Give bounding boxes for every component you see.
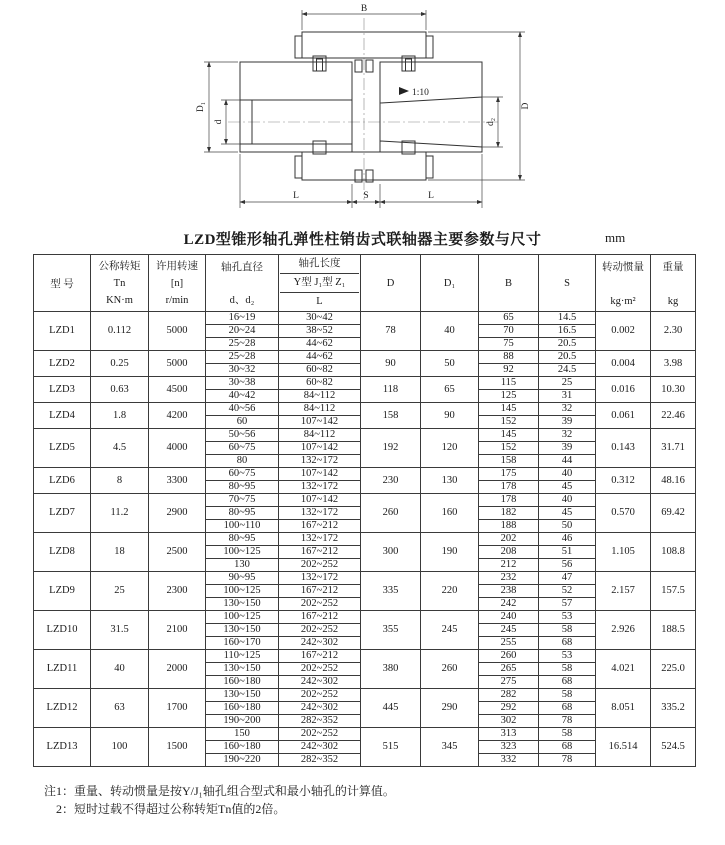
length-range-cell: 167~212 <box>279 611 361 624</box>
torque-cell: 25 <box>91 572 149 611</box>
model-cell: LZD6 <box>34 468 91 494</box>
header-B: B <box>479 255 539 312</box>
S-value-cell: 68 <box>539 676 596 689</box>
bore-range-cell: 160~180 <box>206 676 279 689</box>
speed-cell: 2300 <box>149 572 206 611</box>
length-range-cell: 132~172 <box>279 572 361 585</box>
header-inertia-line2: kg·m² <box>610 296 636 307</box>
dia-D1-cell: 120 <box>421 429 479 468</box>
coupling-section-drawing <box>0 0 725 222</box>
bore-range-cell: 40~56 <box>206 403 279 416</box>
length-range-cell: 132~172 <box>279 481 361 494</box>
B-value-cell: 302 <box>479 715 539 728</box>
bore-range-cell: 70~75 <box>206 494 279 507</box>
header-bore-line2: d、d₂ <box>229 295 255 306</box>
inertia-cell: 1.105 <box>596 533 651 572</box>
bore-range-cell: 110~125 <box>206 650 279 663</box>
table-row <box>34 689 696 702</box>
dia-D-cell: 260 <box>361 494 421 533</box>
length-range-cell: 84~112 <box>279 429 361 442</box>
speed-cell: 3300 <box>149 468 206 494</box>
dia-D1-cell: 40 <box>421 312 479 351</box>
header-speed-line1: 许用转速 <box>156 260 198 272</box>
model-cell: LZD9 <box>34 572 91 611</box>
S-value-cell: 32 <box>539 429 596 442</box>
S-value-cell: 44 <box>539 455 596 468</box>
dim-label-S: S <box>363 191 369 201</box>
header-length-title: 轴孔长度 <box>280 255 359 274</box>
page-title: LZD型锥形轴孔弹性柱销齿式联轴器主要参数与尺寸 <box>183 232 542 248</box>
inertia-cell: 16.514 <box>596 728 651 767</box>
B-value-cell: 75 <box>479 338 539 351</box>
bore-range-cell: 100~125 <box>206 585 279 598</box>
bore-range-cell: 20~24 <box>206 325 279 338</box>
header-torque-line1: 公称转矩 <box>98 260 141 272</box>
S-value-cell: 45 <box>539 481 596 494</box>
torque-cell: 40 <box>91 650 149 689</box>
header-weight <box>651 255 696 312</box>
length-range-cell: 167~212 <box>279 546 361 559</box>
B-value-cell: 182 <box>479 507 539 520</box>
dim-label-D: D <box>521 102 531 110</box>
B-value-cell: 242 <box>479 598 539 611</box>
dia-D1-cell: 190 <box>421 533 479 572</box>
B-value-cell: 88 <box>479 351 539 364</box>
length-range-cell: 132~172 <box>279 507 361 520</box>
speed-cell: 2900 <box>149 494 206 533</box>
bore-range-cell: 16~19 <box>206 312 279 325</box>
inertia-cell: 0.143 <box>596 429 651 468</box>
length-range-cell: 202~252 <box>279 663 361 676</box>
length-range-cell: 107~142 <box>279 494 361 507</box>
length-range-cell: 132~172 <box>279 455 361 468</box>
B-value-cell: 232 <box>479 572 539 585</box>
bore-range-cell: 130~150 <box>206 689 279 702</box>
dia-D-cell: 380 <box>361 650 421 689</box>
dia-D-cell: 445 <box>361 689 421 728</box>
table-row <box>34 351 696 364</box>
header-inertia-line1: 转动惯量 <box>602 262 644 273</box>
length-range-cell: 84~112 <box>279 390 361 403</box>
bore-range-cell: 130 <box>206 559 279 572</box>
model-cell: LZD1 <box>34 312 91 351</box>
header-D: D <box>361 255 421 312</box>
S-value-cell: 20.5 <box>539 351 596 364</box>
length-range-cell: 202~252 <box>279 559 361 572</box>
header-bore-line1: 轴孔直径 <box>221 262 263 273</box>
model-cell: LZD13 <box>34 728 91 767</box>
speed-cell: 2100 <box>149 611 206 650</box>
B-value-cell: 265 <box>479 663 539 676</box>
length-range-cell: 84~112 <box>279 403 361 416</box>
bore-range-cell: 160~180 <box>206 741 279 754</box>
B-value-cell: 65 <box>479 312 539 325</box>
bore-range-cell: 80 <box>206 455 279 468</box>
speed-cell: 4200 <box>149 403 206 429</box>
table-row <box>34 312 696 325</box>
weight-cell: 335.2 <box>651 689 696 728</box>
S-value-cell: 47 <box>539 572 596 585</box>
table-row <box>34 611 696 624</box>
speed-cell: 4000 <box>149 429 206 468</box>
weight-cell: 225.0 <box>651 650 696 689</box>
bore-range-cell: 100~125 <box>206 546 279 559</box>
S-value-cell: 40 <box>539 468 596 481</box>
S-value-cell: 46 <box>539 533 596 546</box>
weight-cell: 188.5 <box>651 611 696 650</box>
S-value-cell: 51 <box>539 546 596 559</box>
bore-range-cell: 160~170 <box>206 637 279 650</box>
header-length-types: Y型 J₁型 Z₁ <box>280 274 359 293</box>
B-value-cell: 145 <box>479 403 539 416</box>
header-speed-line3: r/min <box>165 294 189 306</box>
bore-range-cell: 50~56 <box>206 429 279 442</box>
weight-cell: 524.5 <box>651 728 696 767</box>
dim-label-L-right: L <box>428 191 434 201</box>
dia-D-cell: 78 <box>361 312 421 351</box>
torque-cell: 18 <box>91 533 149 572</box>
inertia-cell: 2.926 <box>596 611 651 650</box>
B-value-cell: 158 <box>479 455 539 468</box>
B-value-cell: 238 <box>479 585 539 598</box>
B-value-cell: 313 <box>479 728 539 741</box>
B-value-cell: 125 <box>479 390 539 403</box>
bore-range-cell: 100~125 <box>206 611 279 624</box>
B-value-cell: 282 <box>479 689 539 702</box>
length-range-cell: 202~252 <box>279 728 361 741</box>
S-value-cell: 52 <box>539 585 596 598</box>
header-row <box>34 255 696 312</box>
technical-drawing-area <box>0 0 725 222</box>
weight-cell: 157.5 <box>651 572 696 611</box>
model-cell: LZD10 <box>34 611 91 650</box>
inertia-cell: 2.157 <box>596 572 651 611</box>
model-cell: LZD8 <box>34 533 91 572</box>
model-cell: LZD7 <box>34 494 91 533</box>
S-value-cell: 68 <box>539 702 596 715</box>
weight-cell: 48.16 <box>651 468 696 494</box>
length-range-cell: 60~82 <box>279 377 361 390</box>
bore-range-cell: 40~42 <box>206 390 279 403</box>
S-value-cell: 68 <box>539 637 596 650</box>
inertia-cell: 4.021 <box>596 650 651 689</box>
length-range-cell: 202~252 <box>279 624 361 637</box>
S-value-cell: 40 <box>539 494 596 507</box>
parameters-table <box>33 254 696 767</box>
S-value-cell: 50 <box>539 520 596 533</box>
torque-cell: 0.25 <box>91 351 149 377</box>
bore-range-cell: 25~28 <box>206 351 279 364</box>
bore-range-cell: 190~200 <box>206 715 279 728</box>
B-value-cell: 178 <box>479 494 539 507</box>
length-range-cell: 167~212 <box>279 650 361 663</box>
bore-range-cell: 130~150 <box>206 663 279 676</box>
torque-cell: 0.112 <box>91 312 149 351</box>
weight-cell: 10.30 <box>651 377 696 403</box>
torque-cell: 0.63 <box>91 377 149 403</box>
speed-cell: 1500 <box>149 728 206 767</box>
length-range-cell: 107~142 <box>279 468 361 481</box>
header-length <box>279 255 361 312</box>
weight-cell: 31.71 <box>651 429 696 468</box>
bore-range-cell: 190~220 <box>206 754 279 767</box>
length-range-cell: 282~352 <box>279 715 361 728</box>
header-length-L: L <box>316 296 323 307</box>
dia-D1-cell: 90 <box>421 403 479 429</box>
speed-cell: 2000 <box>149 650 206 689</box>
header-weight-line2: kg <box>667 296 679 307</box>
inertia-cell: 0.016 <box>596 377 651 403</box>
table-row <box>34 429 696 442</box>
length-range-cell: 30~42 <box>279 312 361 325</box>
B-value-cell: 323 <box>479 741 539 754</box>
bore-range-cell: 160~180 <box>206 702 279 715</box>
inertia-cell: 0.570 <box>596 494 651 533</box>
model-cell: LZD2 <box>34 351 91 377</box>
table-row <box>34 533 696 546</box>
length-range-cell: 242~302 <box>279 676 361 689</box>
S-value-cell: 45 <box>539 507 596 520</box>
header-D1: D₁ <box>421 255 479 312</box>
S-value-cell: 58 <box>539 689 596 702</box>
B-value-cell: 152 <box>479 442 539 455</box>
table-row <box>34 572 696 585</box>
B-value-cell: 145 <box>479 429 539 442</box>
length-range-cell: 202~252 <box>279 689 361 702</box>
S-value-cell: 20.5 <box>539 338 596 351</box>
header-torque-line2: Tn <box>113 277 126 289</box>
weight-cell: 3.98 <box>651 351 696 377</box>
header-S: S <box>539 255 596 312</box>
inertia-cell: 0.002 <box>596 312 651 351</box>
B-value-cell: 255 <box>479 637 539 650</box>
S-value-cell: 58 <box>539 663 596 676</box>
B-value-cell: 332 <box>479 754 539 767</box>
notes <box>44 782 395 818</box>
S-value-cell: 78 <box>539 715 596 728</box>
dia-D-cell: 300 <box>361 533 421 572</box>
B-value-cell: 92 <box>479 364 539 377</box>
note-2: 2：短时过载不得超过公称转矩Tn值的2倍。 <box>56 802 286 816</box>
dim-label-d2: d₂ <box>486 117 496 127</box>
dia-D1-cell: 245 <box>421 611 479 650</box>
dia-D-cell: 515 <box>361 728 421 767</box>
length-range-cell: 202~252 <box>279 598 361 611</box>
torque-cell: 100 <box>91 728 149 767</box>
length-range-cell: 242~302 <box>279 741 361 754</box>
speed-cell: 5000 <box>149 312 206 351</box>
torque-cell: 8 <box>91 468 149 494</box>
model-cell: LZD3 <box>34 377 91 403</box>
inertia-cell: 0.004 <box>596 351 651 377</box>
dia-D-cell: 355 <box>361 611 421 650</box>
bore-range-cell: 80~95 <box>206 533 279 546</box>
header-inertia <box>596 255 651 312</box>
dim-label-d: d <box>214 119 224 125</box>
dia-D1-cell: 290 <box>421 689 479 728</box>
bore-range-cell: 130~150 <box>206 624 279 637</box>
dia-D1-cell: 345 <box>421 728 479 767</box>
length-range-cell: 38~52 <box>279 325 361 338</box>
dia-D-cell: 90 <box>361 351 421 377</box>
header-weight-line1: 重量 <box>662 262 684 273</box>
model-cell: LZD5 <box>34 429 91 468</box>
dia-D-cell: 158 <box>361 403 421 429</box>
dia-D-cell: 192 <box>361 429 421 468</box>
B-value-cell: 175 <box>479 468 539 481</box>
header-torque <box>91 255 149 312</box>
B-value-cell: 115 <box>479 377 539 390</box>
bore-range-cell: 80~95 <box>206 481 279 494</box>
torque-cell: 31.5 <box>91 611 149 650</box>
inertia-cell: 8.051 <box>596 689 651 728</box>
weight-cell: 108.8 <box>651 533 696 572</box>
speed-cell: 4500 <box>149 377 206 403</box>
S-value-cell: 56 <box>539 559 596 572</box>
length-range-cell: 60~82 <box>279 364 361 377</box>
length-range-cell: 107~142 <box>279 416 361 429</box>
model-cell: LZD11 <box>34 650 91 689</box>
S-value-cell: 39 <box>539 442 596 455</box>
length-range-cell: 282~352 <box>279 754 361 767</box>
dia-D1-cell: 130 <box>421 468 479 494</box>
length-range-cell: 132~172 <box>279 533 361 546</box>
S-value-cell: 32 <box>539 403 596 416</box>
table-row <box>34 403 696 416</box>
B-value-cell: 245 <box>479 624 539 637</box>
header-speed-line2: [n] <box>170 277 184 289</box>
bore-range-cell: 80~95 <box>206 507 279 520</box>
dia-D1-cell: 260 <box>421 650 479 689</box>
torque-cell: 4.5 <box>91 429 149 468</box>
B-value-cell: 178 <box>479 481 539 494</box>
S-value-cell: 53 <box>539 611 596 624</box>
length-range-cell: 44~62 <box>279 338 361 351</box>
length-range-cell: 44~62 <box>279 351 361 364</box>
table-row <box>34 650 696 663</box>
length-range-cell: 167~212 <box>279 520 361 533</box>
dia-D-cell: 118 <box>361 377 421 403</box>
header-speed <box>149 255 206 312</box>
S-value-cell: 39 <box>539 416 596 429</box>
bore-range-cell: 30~38 <box>206 377 279 390</box>
dim-label-B: B <box>360 4 368 14</box>
header-torque-line3: KN·m <box>106 294 133 306</box>
bore-range-cell: 100~110 <box>206 520 279 533</box>
bore-range-cell: 30~32 <box>206 364 279 377</box>
weight-cell: 2.30 <box>651 312 696 351</box>
bore-range-cell: 90~95 <box>206 572 279 585</box>
speed-cell: 2500 <box>149 533 206 572</box>
note-1: 注1：重量、转动惯量是按Y/J₁轴孔组合型式和最小轴孔的计算值。 <box>44 784 395 798</box>
torque-cell: 11.2 <box>91 494 149 533</box>
B-value-cell: 152 <box>479 416 539 429</box>
B-value-cell: 260 <box>479 650 539 663</box>
table-row <box>34 728 696 741</box>
length-range-cell: 242~302 <box>279 637 361 650</box>
header-bore <box>206 255 279 312</box>
weight-cell: 69.42 <box>651 494 696 533</box>
B-value-cell: 208 <box>479 546 539 559</box>
inertia-cell: 0.061 <box>596 403 651 429</box>
model-cell: LZD12 <box>34 689 91 728</box>
S-value-cell: 31 <box>539 390 596 403</box>
B-value-cell: 202 <box>479 533 539 546</box>
S-value-cell: 16.5 <box>539 325 596 338</box>
dia-D1-cell: 65 <box>421 377 479 403</box>
dim-label-L-left: L <box>293 191 299 201</box>
B-value-cell: 240 <box>479 611 539 624</box>
B-value-cell: 292 <box>479 702 539 715</box>
dia-D1-cell: 160 <box>421 494 479 533</box>
S-value-cell: 14.5 <box>539 312 596 325</box>
torque-cell: 1.8 <box>91 403 149 429</box>
S-value-cell: 78 <box>539 754 596 767</box>
S-value-cell: 58 <box>539 624 596 637</box>
S-value-cell: 57 <box>539 598 596 611</box>
S-value-cell: 68 <box>539 741 596 754</box>
B-value-cell: 70 <box>479 325 539 338</box>
table-body <box>34 312 696 767</box>
S-value-cell: 25 <box>539 377 596 390</box>
unit-label: mm <box>605 230 626 245</box>
model-cell: LZD4 <box>34 403 91 429</box>
speed-cell: 5000 <box>149 351 206 377</box>
dia-D1-cell: 50 <box>421 351 479 377</box>
length-range-cell: 167~212 <box>279 585 361 598</box>
title-row <box>0 228 725 249</box>
table-row <box>34 468 696 481</box>
speed-cell: 1700 <box>149 689 206 728</box>
bore-range-cell: 60 <box>206 416 279 429</box>
dim-label-D1: D₁ <box>196 101 206 113</box>
B-value-cell: 188 <box>479 520 539 533</box>
bore-range-cell: 60~75 <box>206 468 279 481</box>
length-range-cell: 242~302 <box>279 702 361 715</box>
table-row <box>34 377 696 390</box>
S-value-cell: 58 <box>539 728 596 741</box>
table-row <box>34 494 696 507</box>
header-model: 型 号 <box>34 255 91 312</box>
dia-D-cell: 335 <box>361 572 421 611</box>
torque-cell: 63 <box>91 689 149 728</box>
S-value-cell: 53 <box>539 650 596 663</box>
length-range-cell: 107~142 <box>279 442 361 455</box>
taper-label: 1:10 <box>412 88 429 98</box>
B-value-cell: 212 <box>479 559 539 572</box>
weight-cell: 22.46 <box>651 403 696 429</box>
S-value-cell: 24.5 <box>539 364 596 377</box>
bore-range-cell: 150 <box>206 728 279 741</box>
dia-D-cell: 230 <box>361 468 421 494</box>
bore-range-cell: 60~75 <box>206 442 279 455</box>
bore-range-cell: 130~150 <box>206 598 279 611</box>
B-value-cell: 275 <box>479 676 539 689</box>
bore-range-cell: 25~28 <box>206 338 279 351</box>
inertia-cell: 0.312 <box>596 468 651 494</box>
dia-D1-cell: 220 <box>421 572 479 611</box>
